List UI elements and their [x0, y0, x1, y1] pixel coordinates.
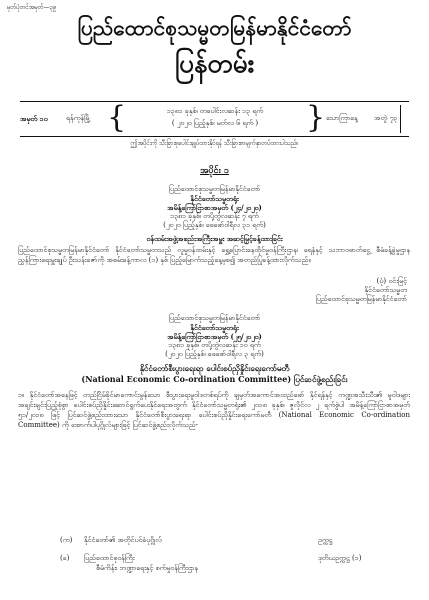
issue-location: ရန်ကုန်မြို့ — [66, 114, 91, 122]
notice2-date-myanmar: ၁၃၈၁ ခုနှစ်၊ တပို့တွဲလဆန်း ၁၀ ရက် — [168, 341, 261, 349]
issue-part: အတွဲ ၇၃ — [374, 114, 398, 122]
notice1-body: ပြည်ထောင်စုသမ္မတမြန်မာနိုင်ငံတော် နိုင်ငံတော်သမ္မတသည် လူမှုဝန်ထမ်းနှင့် ရွှေ့ပြောင်းနေထိုင်မှုဝန်ကြီးဌာန၊ ရေနံနှင့် သဘာဝဓာတ်ငွေ့ စီမံခန့်ခွဲမှုဌာန ညွှန်ကြားရေးမှူးချုပ် ဦးသန်းဇော်ကို အစမ်းခန့်ကာလ (၁) နှစ် ပြည့်မြောက်သည့်နေ့မှစ၍ အတည်ပြုခန့်ထားလိုက်သည်။ — [18, 246, 410, 264]
header-note: ဤအပိုင်းကို သီးခြားစုပေါင်းချုပ်ထားနိုင်ရန် သီးခြားစာမျက်နှာတပ်ထားပါသည်။ — [130, 140, 299, 147]
member-number: (က) — [60, 536, 73, 544]
notice1-signature-title: နိုင်ငံတော်သမ္မတ — [364, 286, 407, 294]
notice2-date-gregorian: (၂၀၂၀ ပြည့်နှစ်၊ ဖေဖော်ဝါရီလ ၃ ရက်) — [165, 350, 264, 358]
notice2-subject-line1: နိုင်ငံတော်စီးပွားရေးရာ ပေါင်းစပ်ညှိနှိုင်းရေးကော်မတီ — [139, 363, 290, 373]
notice1-signature-name: (ပုံ) ဝင်းမြင့် — [376, 277, 407, 285]
notice1-date-myanmar: ၁၃၈၁ ခုနှစ်၊ တပို့တွဲလဆန်း ၇ ရက် — [170, 212, 259, 220]
page-label: မှတ်ပုံတင်အမှတ်—၃၉ — [7, 4, 57, 11]
notice1-subject: ဝန်ထမ်းအဖွဲ့အစည်းအကြီးအမှူး အဆင့်မြှင့်ခန့်ထားခြင်း — [146, 234, 283, 243]
member-name: နိုင်ငံတော်၏ အတိုင်ပင်ခံပုဂ္ဂိုလ် — [84, 536, 162, 544]
notice1-signature-country: ပြည်ထောင်စုသမ္မတမြန်မာနိုင်ငံတော် — [315, 295, 407, 303]
issue-weekday: သောကြာနေ့ — [326, 114, 358, 122]
member-number: (ခ) — [60, 554, 70, 562]
notice2-body: ၁။ နိုင်ငံတော်အနေဖြင့် တည်ငြိမ်ခိုင်မာကောင်းမွန်သော စီးပွားရေးမူဝါဒတစ်ရပ်ကို ချမှတ်အကောင်အထည်ဖော် နိုင်ရန်နှင့် ကဏ္ဍအသီးသီး၏ မူဝါဒများအချင်းချင်းပြည့်စုံစွာ ပေါင်းစပ်ညှိနှိုင်းဆောင်ရွက်ပေးနိုင်ရေးအတွက် နိုင်ငံတော်သမ္မတရုံး၏ ၂၀၁၈ ခုနှစ်၊ ဇူလိုင်လ ၂ ရက်စွဲပါ အမိန့်ကြော်ငြာစာအမှတ် ၅၁/၂၀၁၈ ဖြင့် ပြင်ဆင်ဖွဲ့စည်းထားသော နိုင်ငံတော်စီးပွားရေးရာ ပေါင်းစပ်ညှိနှိုင်းရေးကော်မတီ (National Economic Co-ordination Committee) ကို အောက်ပါပုဂ္ဂိုလ်များဖြင့် ပြင်ဆင်ဖွဲ့စည်းလိုက်သည်- — [18, 391, 410, 429]
issue-bar-divider — [400, 105, 401, 133]
issue-bar-top-rule — [20, 101, 409, 102]
notice1-office: နိုင်ငံတော်သမ္မတရုံး — [190, 194, 239, 203]
masthead-title-line2: ပြန်တမ်း — [174, 49, 255, 79]
issue-date-gregorian: ( ၂၀၂၀ ပြည့်နှစ်၊ မတ်လ ၆ ရက် ) — [171, 119, 259, 127]
right-brace-icon: } — [306, 100, 326, 135]
issue-date-myanmar: ၁၃၈၁ ခုနှစ်၊ တပေါင်းလဆန်း ၁၃ ရက် — [166, 107, 264, 115]
issue-volume: အမှတ် ၁၀ — [20, 114, 48, 123]
notice2-order-number: အမိန့်ကြော်ငြာစာအမှတ် (၂၅/၂၀၂၀) — [167, 332, 262, 341]
member-name: ပြည်ထောင်စုဝန်ကြီး — [84, 554, 135, 562]
issue-bar-bottom-rule — [20, 136, 409, 137]
member-role: ဒုတိယဥက္ကဋ္ဌ (၁) — [318, 554, 362, 562]
section-heading: အပိုင်း ၁ — [200, 166, 229, 176]
notice2-subject-line2: (National Economic Co-ordination Committee) ပြင်ဆင်ဖွဲ့စည်းခြင်း — [81, 374, 348, 384]
notice1-country: ပြည်ထောင်စုသမ္မတမြန်မာနိုင်ငံတော် — [168, 185, 261, 193]
notice2-country: ပြည်ထောင်စုသမ္မတမြန်မာနိုင်ငံတော် — [168, 314, 261, 322]
member-ministry: စီမံကိန်း၊ ဘဏ္ဍာရေးနှင့် စက်မှုဝန်ကြီးဌာန — [96, 564, 199, 572]
member-role: ဥက္ကဋ္ဌ — [318, 536, 333, 544]
notice1-order-number: အမိန့်ကြော်ငြာစာအမှတ် (၂၄/၂၀၂၀) — [167, 203, 262, 212]
left-brace-icon: { — [107, 100, 127, 135]
notice1-date-gregorian: (၂၀၂၀ ပြည့်နှစ်၊ ဖေဖော်ဝါရီလ ၃၁ ရက်) — [163, 221, 266, 229]
masthead-title-line1: ပြည်ထောင်စုသမ္မတမြန်မာနိုင်ငံတော် — [77, 15, 352, 40]
notice2-office: နိုင်ငံတော်သမ္မတရုံး — [190, 323, 239, 332]
